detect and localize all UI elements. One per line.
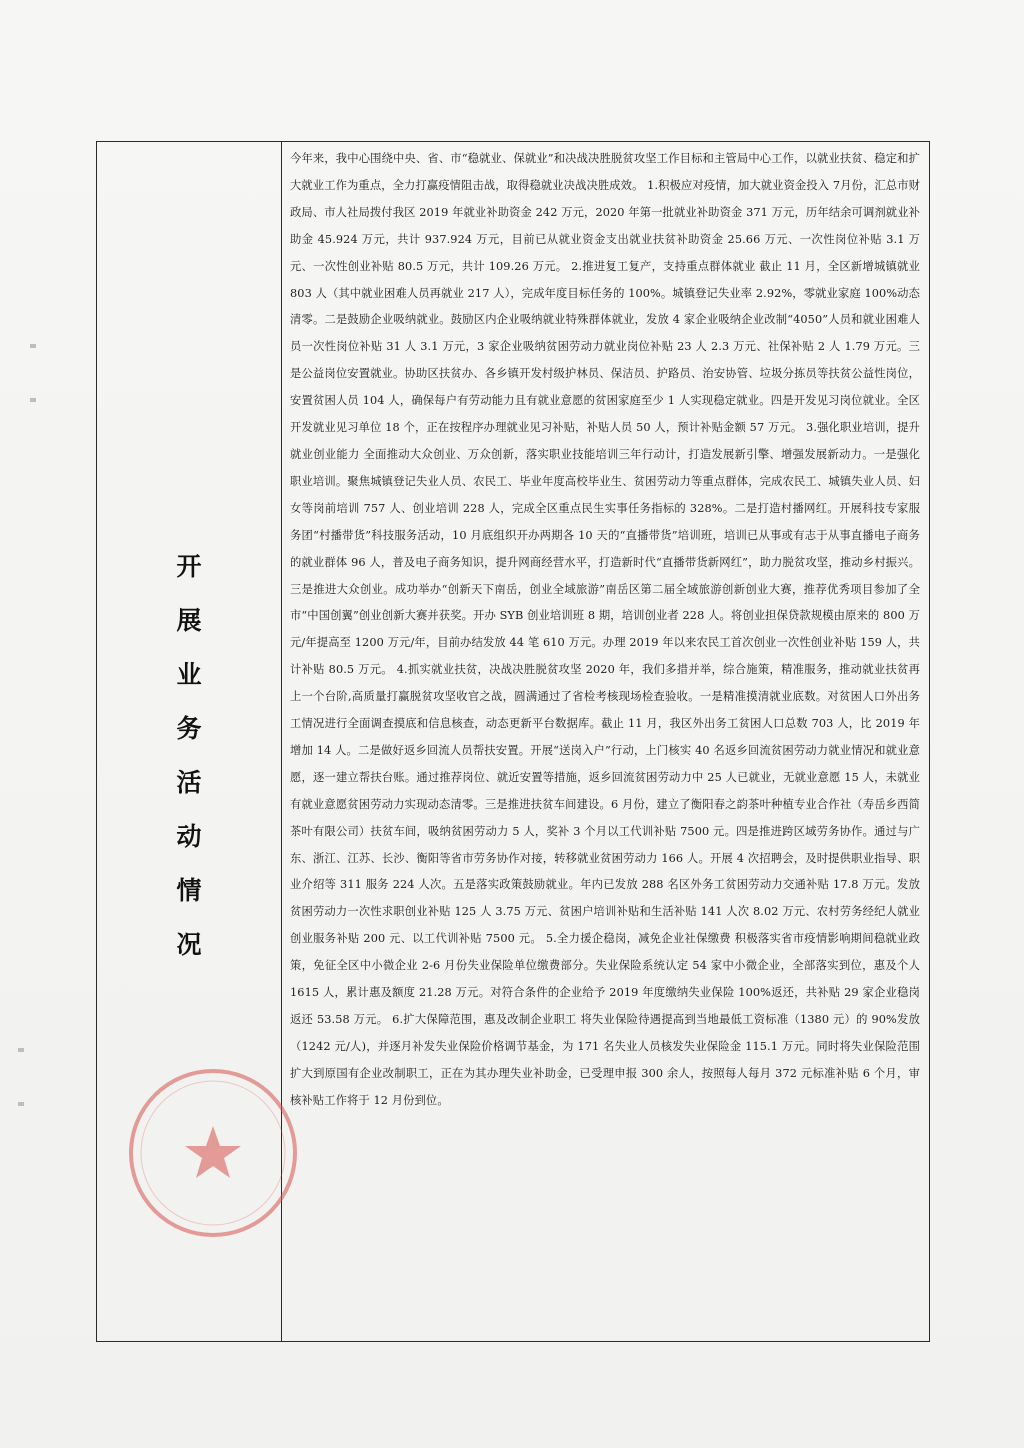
- section-title-char: 情: [176, 876, 202, 905]
- section-title-char: 务: [176, 714, 202, 743]
- scan-mark: [30, 344, 36, 348]
- section-title-char: 业: [176, 660, 202, 689]
- section-title-char: 况: [176, 930, 202, 959]
- activity-description: 今年来，我中心围绕中央、省、市“稳就业、保就业”和决战决胜脱贫攻坚工作目标和主管局中心工作，以就业扶贫、稳定和扩大就业工作为重点，全力打赢疫情阻击战，取得稳就业决战决胜成效。 1.积极应对疫情，加大就业资金投入 7月份，汇总市财政局、市人社局拨付我区 2019 年就业补助资金 242 万元，2020 年第一批就业补助资金 371 万元，历年结余可调剂就业补助金 45.924 万元，共计 937.924 万元，目前已从就业资金支出就业扶贫补助资金 25.66 万元、一次性岗位补贴 3.1 万元、一次性创业补贴 80.5 万元，共计 109.26 万元。 2.推进复工复产，支持重点群体就业 截止 11 月，全区新增城镇就业 803 人（其中就业困难人员再就业 217 人），完成年度目标任务的 100%。城镇登记失业率 2.92%，零就业家庭 100%动态清零。二是鼓励企业吸纳就业。鼓励区内企业吸纳就业特殊群体就业，发放 4 家企业吸纳企业改制“4050”人员和就业困难人员一次性岗位补贴 31 人 3.1 万元，3 家企业吸纳贫困劳动力就业岗位补贴 23 人 2.3 万元、社保补贴 2 人 1.79 万元。三是公益岗位安置就业。协助区扶贫办、各乡镇开发村级护林员、保洁员、护路员、治安协管、垃圾分拣员等扶贫公益性岗位，安置贫困人员 104 人，确保每户有劳动能力且有就业意愿的贫困家庭至少 1 人实现稳定就业。四是开发见习岗位就业。全区开发就业见习单位 18 个，正在按程序办理就业见习补贴，补贴人员 50 人，预计补贴金额 57 万元。 3.强化职业培训，提升就业创业能力 全面推动大众创业、万众创新，落实职业技能培训三年行动计，打造发展新引擎、增强发展新动力。一是强化职业培训。聚焦城镇登记失业人员、农民工、毕业年度高校毕业生、贫困劳动力等重点群体，完成农民工、城镇失业人员、妇女等岗前培训 757 人、创业培训 228 人，完成全区重点民生实事任务指标的 328%。二是打造村播网红。开展科技专家服务团“村播带货”科技服务活动，10 月底组织开办两期各 10 天的“直播带货”培训班，培训已从事或有志于从事直播电子商务的就业群体 96 人，普及电子商务知识，提升网商经营水平，打造新时代“直播带货新网红”，助力脱贫攻坚，推动乡村振兴。三是推进大众创业。成功举办“创新天下南岳，创业全域旅游”南岳区第二届全域旅游创新创业大赛，推荐优秀项目参加了全市“中国创翼”创业创新大赛并获奖。开办 SYB 创业培训班 8 期，培训创业者 228 人。将创业担保贷款规模由原来的 800 万元/年提高至 1200 万元/年，目前办结发放 44 笔 610 万元。办理 2019 年以来农民工首次创业一次性创业补贴 159 人，共计补贴 80.5 万元。 4.抓实就业扶贫，决战决胜脱贫攻坚 2020 年，我们多措并举，综合施策，精准服务，推动就业扶贫再上一个台阶,高质量打赢脱贫攻坚收官之战，圆满通过了省检考核现场检查验收。一是精准摸清就业底数。对贫困人口外出务工情况进行全面调查摸底和信息核查，动态更新平台数据库。截止 11 月，我区外出务工贫困人口总数 703 人，比 2019 年增加 14 人。二是做好返乡回流人员帮扶安置。开展“送岗入户”行动，上门核实 40 名返乡回流贫困劳动力就业情况和就业意愿，逐一建立帮扶台账。通过推荐岗位、就近安置等措施，返乡回流贫困劳动力中 25 人已就业，无就业意愿 15 人，未就业有就业意愿贫困劳动力实现动态清零。三是推进扶贫车间建设。6 月份，建立了衡阳春之韵茶叶种植专业合作社（寿岳乡西简茶叶有限公司）扶贫车间，吸纳贫困劳动力 5 人，奖补 3 个月以工代训补贴 7500 元。四是推进跨区域劳务协作。通过与广东、浙江、江苏、长沙、衡阳等省市劳务协作对接，转移就业贫困劳动力 166 人。开展 4 次招聘会，及时提供职业指导、职业介绍等 311 服务 224 人次。五是落实政策鼓励就业。年内已发放 288 名区外务工贫困劳动力交通补贴 17.8 万元。发放贫困劳动力一次性求职创业补贴 125 人 3.75 万元、贫困户培训补贴和生活补贴 141 人次 8.02 万元、农村劳务经纪人就业创业服务补贴 200 元、以工代训补贴 7500 元。 5.全力援企稳岗，减免企业社保缴费 积极落实省市疫情影响期间稳就业政策，免征全区中小微企业 2-6 月份失业保险单位缴费部分。失业保险系统认定 54 家中小微企业，全部落实到位，惠及个人 1615 人，累计惠及额度 21.28 万元。对符合条件的企业给予 2019 年度缴纳失业保险 100%返还，共补贴 29 家企业稳岗返还 53.58 万元。 6.扩大保障范围，惠及改制企业职工 将失业保险待遇提高到当地最低工资标准（1380 元）的 90%发放（1242 元/人)，并逐月补发失业保险价格调节基金，为 171 名失业人员核发失业保险金 115.1 万元。同时将失业保险范围扩大到原国有企业改制职工，正在为其办理失业补助金，已受理申报 300 余人，按照每人每月 372 元标准补贴 6 个月，审核补贴工作将于 12 月份到位。: [290, 152, 920, 1107]
- section-title-char: 开: [176, 552, 202, 581]
- scan-mark: [18, 1048, 24, 1052]
- section-title-char: 活: [176, 768, 202, 797]
- section-title-char: 动: [176, 822, 202, 851]
- scan-mark: [18, 1102, 24, 1106]
- official-seal-icon: [124, 1064, 302, 1242]
- scan-mark: [30, 398, 36, 402]
- section-title-char: 展: [176, 606, 202, 635]
- section-title: [169, 540, 209, 972]
